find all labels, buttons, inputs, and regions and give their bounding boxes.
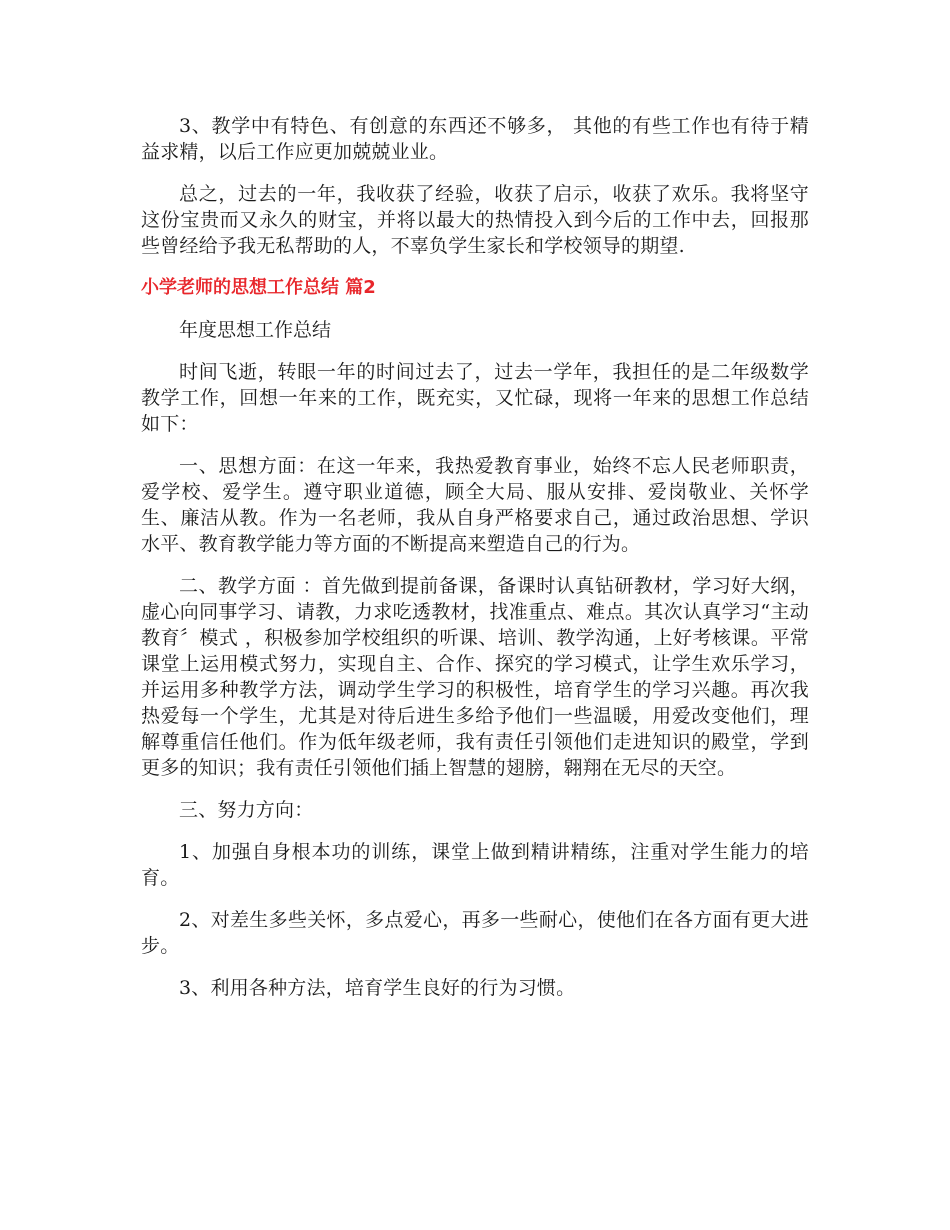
document-title: 年度思想工作总结 [179, 319, 332, 341]
paragraph-thought: 一、思想方面：在这一年来，我热爱教育事业，始终不忘人民老师职责，爱学校、爱学生。遵守职业道德，顾全大局、服从安排、爱岗敬业、关怀学生、廉洁从教。作为一名老师，我从自身严格要求自己，通过政治思想、学识水平、教育教学能力等方面的不断提高来塑造自己的行为。 [141, 455, 809, 555]
paragraph-effort-2: 2、对差生多些关怀，多点爱心，再多一些耐心，使他们在各方面有更大进步。 [141, 909, 809, 957]
paragraph-conclusion: 总之，过去的一年，我收获了经验，收获了启示，收获了欢乐。我将坚守这份宝贵而又永久的财宝，并将以最大的热情投入到今后的工作中去，回报那些曾经给予我无私帮助的人，不辜负学生家长和学校领导的期望. [141, 183, 809, 257]
paragraph-effort-3: 3、利用各种方法，培育学生良好的行为习惯。 [179, 977, 576, 999]
document-body [141, 113, 809, 1017]
paragraph-effort-heading: 三、努力方向： [179, 799, 314, 821]
paragraph-point-3: 3、教学中有特色、有创意的东西还不够多， 其他的有些工作也有待于精益求精，以后工作应更加兢兢业业。 [141, 115, 809, 163]
paragraph-teaching: 二、教学方面 ：首先做到提前备课，备课时认真钻研教材，学习好大纲，虚心向同事学习、请教，力求吃透教材，找准重点、难点。其次认真学习“主动教育〞模式 ，积极参加学校组织的听课、培训、教学沟通，上好考核课。平常课堂上运用模式努力，实现自主、合作、探究的学习模式，让学生欢乐学习，并运用多种教学方法，调动学生学习的积极性，培育学生的学习兴趣。再次我热爱每一个学生，尤其是对待后进生多给予他们一些温暖，用爱改变他们，理解尊重信任他们。作为低年级老师，我有责任引领他们走进知识的殿堂，学到更多的知识；我有责任引领他们插上智慧的翅膀，翱翔在无尽的天空。 [141, 575, 809, 779]
section-heading: 小学老师的思想工作总结 篇2 [141, 277, 376, 298]
paragraph-intro: 时间飞逝，转眼一年的时间过去了，过去一学年，我担任的是二年级数学教学工作，回想一年来的工作，既充实，又忙碌，现将一年来的思想工作总结如下： [141, 361, 809, 435]
paragraph-effort-1: 1、加强自身根本功的训练，课堂上做到精讲精练，注重对学生能力的培育。 [141, 841, 809, 889]
